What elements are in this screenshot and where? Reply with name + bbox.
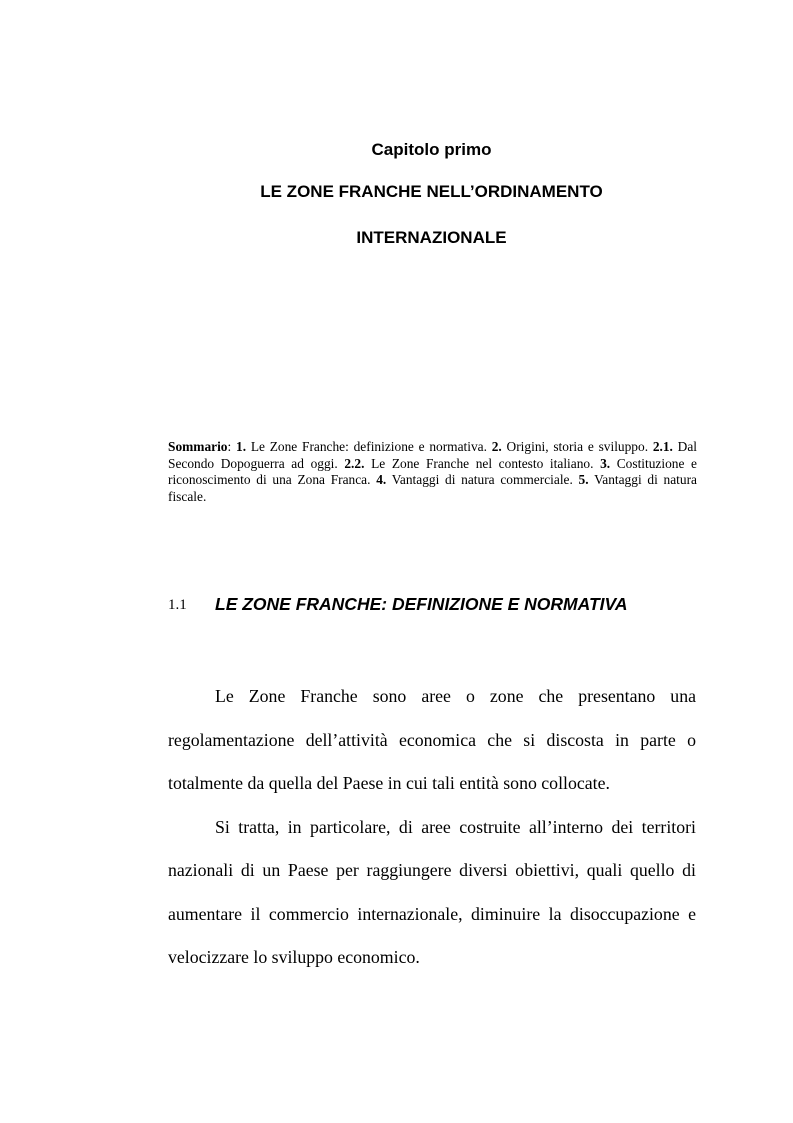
- summary-item-text: Origini, storia e sviluppo.: [501, 439, 653, 454]
- summary-item-text: Le Zone Franche nel contesto italiano.: [364, 455, 601, 471]
- paragraph: Le Zone Franche sono aree o zone che presentano una regolamentazione dell’attività economica che si discosta in parte o totalmente da quella del Paese in cui tali entità sono collocate.: [168, 686, 696, 793]
- summary-item-number: 5.: [578, 472, 589, 487]
- summary-item-text: Le Zone Franche: definizione e normativa.: [246, 439, 492, 454]
- summary-item-number: 2.1.: [652, 439, 673, 454]
- chapter-title-line-1: LE ZONE FRANCHE NELL’ORDINAMENTO: [260, 182, 603, 201]
- summary-item-number: 3.: [600, 455, 611, 471]
- section-number: 1.1: [168, 597, 187, 613]
- paragraph: Si tratta, in particolare, di aree costruite all’interno dei territori nazionali di un Paese per raggiungere diversi obiettivi, quali quello di aumentare il commercio internazionale, diminuire la disoccupazione e velocizzare lo sviluppo economico.: [168, 816, 696, 967]
- summary-item-number: 2.2.: [344, 455, 365, 471]
- summary-item-text: Dal Secondo Dopoguerra ad oggi.: [168, 439, 698, 471]
- chapter-title-line-2: INTERNAZIONALE: [356, 228, 507, 247]
- chapter-summary: Sommario: 1. Le Zone Franche: definizione e normativa. 2. Origini, storia e sviluppo. 2.1. Dal Secondo Dopoguerra ad oggi. 2.2. Le Zone Franche nel contesto italiano. 3. Costituzione e riconoscimento di una Zona Franca. 4. Vantaggi di natura commerciale. 5. Vantaggi di natura fiscale.: [168, 439, 698, 504]
- chapter-label: Capitolo primo: [371, 140, 492, 159]
- summary-item-text: Vantaggi di natura commerciale.: [386, 472, 579, 487]
- summary-item-text: Vantaggi di natura fiscale.: [168, 472, 697, 504]
- summary-lead: Sommario: [168, 439, 228, 454]
- summary-item-number: 2.: [491, 439, 502, 454]
- summary-item-number: 4.: [376, 472, 387, 487]
- body-text: [168, 675, 696, 980]
- section-heading: [168, 592, 697, 616]
- summary-item-number: 1.: [236, 439, 247, 454]
- summary-item-text: Costituzione e riconoscimento di una Zona Franca.: [168, 455, 697, 487]
- section-title: LE ZONE FRANCHE: DEFINIZIONE E NORMATIVA: [215, 594, 628, 614]
